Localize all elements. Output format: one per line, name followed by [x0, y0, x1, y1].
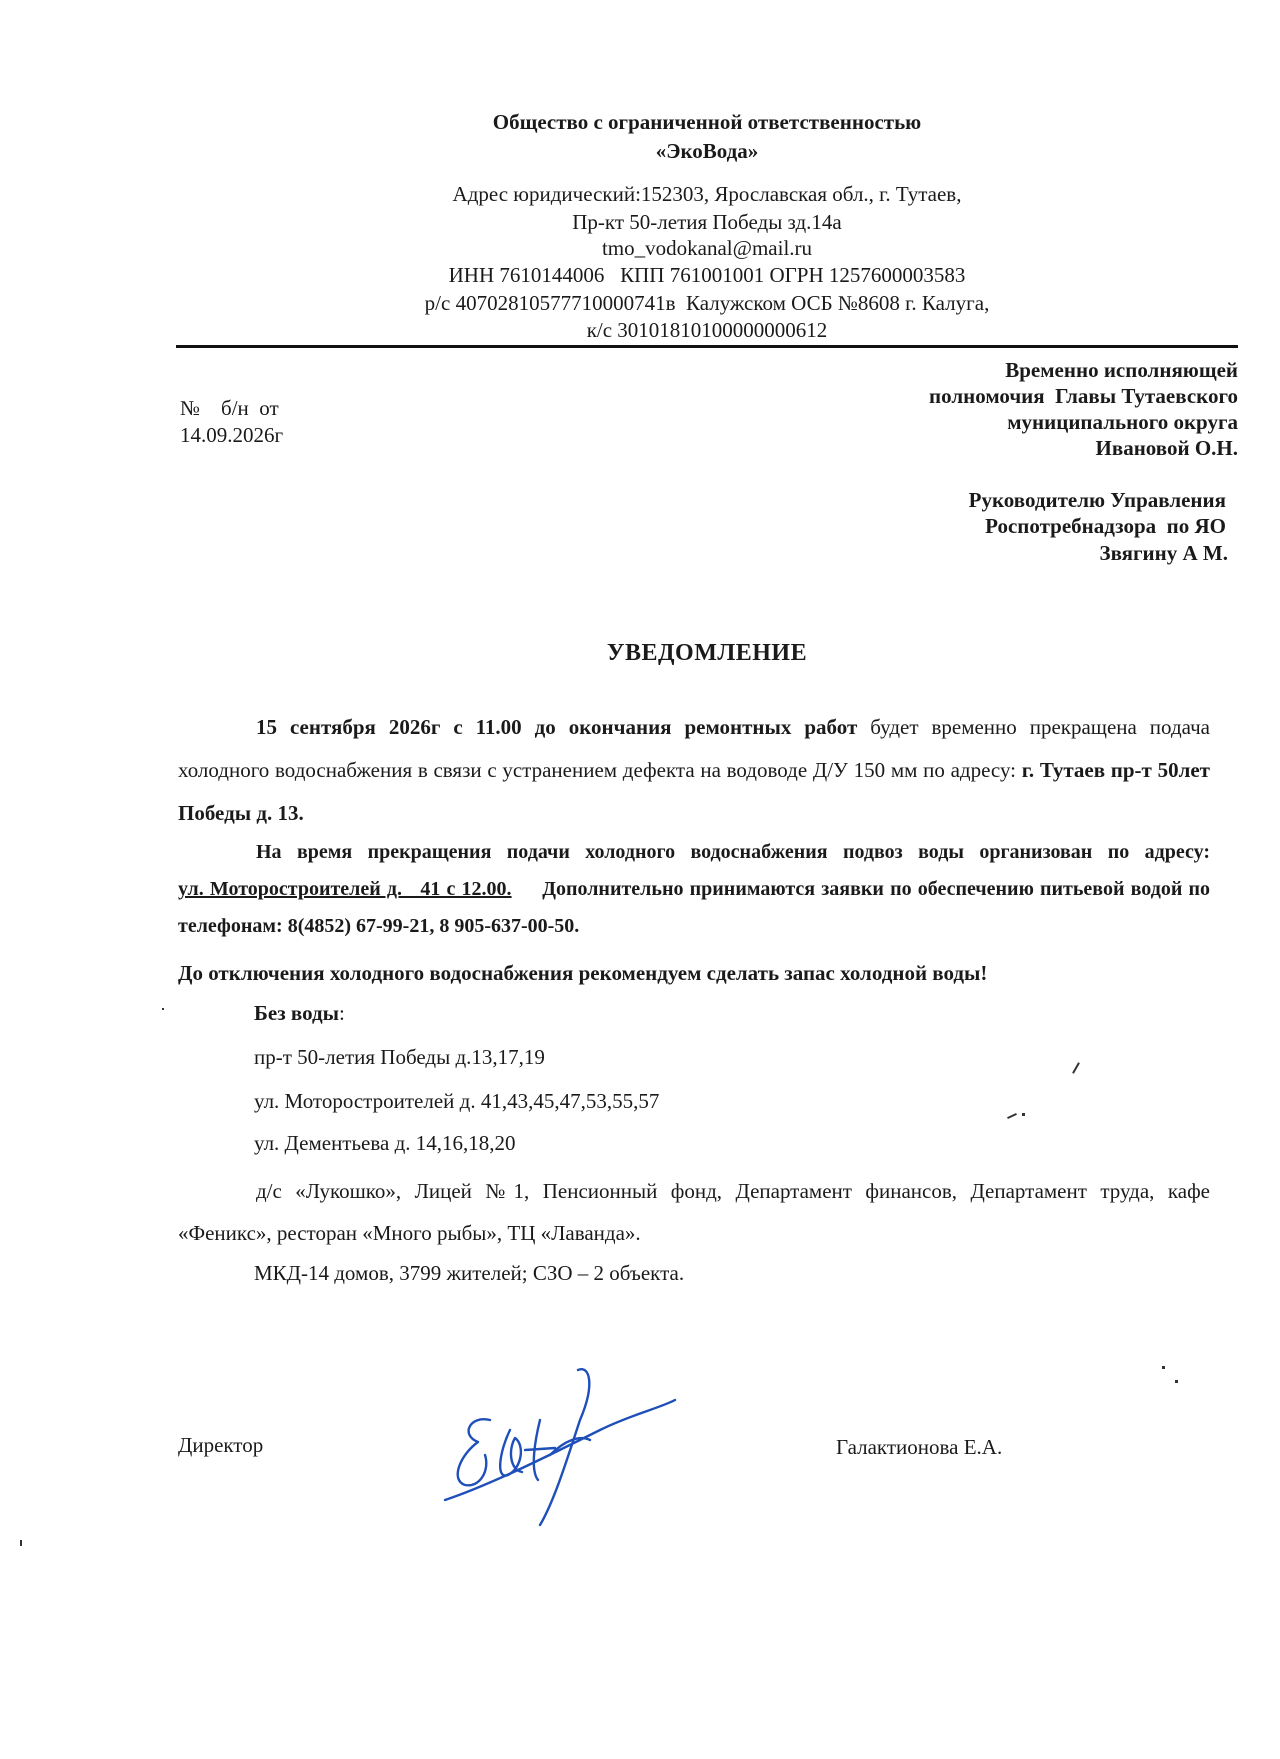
- addressee1-line4: Ивановой О.Н.: [1095, 436, 1238, 460]
- delivery-text: На время прекращения подачи холодного водоснабжения подвоз воды организован по адресу:: [256, 841, 1210, 863]
- without-water-heading: [254, 998, 345, 1028]
- list-item-pobedy: пр-т 50-летия Победы д.13,17,19: [254, 1045, 545, 1069]
- summary-line: МКД-14 домов, 3799 жителей; СЗО – 2 объекта.: [254, 1261, 685, 1285]
- org-brand: «ЭкоВода»: [655, 139, 759, 163]
- scan-speck: [1007, 1113, 1017, 1119]
- org-email: tmo_vodokanal@mail.ru: [601, 236, 813, 260]
- paragraph-recommendation: До отключения холодного водоснабжения рекомендуем сделать запас холодной воды!: [178, 961, 988, 985]
- signature-stroke-1: [458, 1419, 490, 1485]
- list-item-institutions: д/с «Лукошко», Лицей №1, Пенсионный фонд, Департамент финансов, Департамент труда, кафе «Феникс», ресторан «Много рыбы», ТЦ «Лаванда».: [178, 1179, 1210, 1245]
- org-address-line1: Адрес юридический:152303, Ярославская обл., г. Тутаев,: [452, 182, 962, 206]
- without-water-colon: :: [339, 1001, 345, 1025]
- list-item-motorostroiteley: ул. Моторостроителей д. 41,43,45,47,53,55,57: [254, 1089, 660, 1113]
- scan-speck: [162, 1008, 164, 1010]
- outage-period: 15 сентября 2026г с 11.00 до окончания ремонтных работ: [256, 715, 858, 739]
- paragraph-outage: [178, 706, 1210, 835]
- addressee2-line1: Руководителю Управления: [968, 488, 1226, 512]
- signatory-position: Директор: [178, 1433, 264, 1457]
- ref-date: 14.09.2026г: [180, 423, 284, 447]
- list-item-dementieva: ул. Дементьева д. 14,16,18,20: [254, 1131, 516, 1155]
- org-corr-account: к/с 30101810100000000612: [586, 318, 828, 342]
- header-divider: [176, 345, 1238, 348]
- without-water-label: Без воды: [254, 1001, 340, 1025]
- outage-address: г. Тутаев пр-т 50лет Победы д. 13.: [178, 758, 1210, 825]
- scan-speck: [1162, 1366, 1165, 1369]
- outage-text: будет временно прекращена подача холодного водоснабжения в связи с устранением дефекта на водоводе Д/У 150 мм по адресу:: [178, 715, 1210, 782]
- addressee1-line1: Временно исполняющей: [1005, 358, 1238, 382]
- addressee2-line3: Звягину А М.: [1099, 541, 1228, 565]
- document-title: УВЕДОМЛЕНИЕ: [606, 640, 808, 666]
- signature-stroke-3: [525, 1420, 555, 1480]
- scan-speck: [1072, 1062, 1080, 1073]
- addressee1-line2: полномочия Главы Тутаевского: [929, 384, 1238, 408]
- ref-number: № б/н от: [180, 396, 279, 420]
- signature-stroke-5: [445, 1400, 675, 1500]
- org-name: Общество с ограниченной ответственностью: [492, 110, 922, 134]
- signatory-name: Галактионова Е.А.: [836, 1435, 1003, 1459]
- delivery-address: ул. Моторостроителей д. 41 с 12.00.: [178, 878, 512, 900]
- org-ids: ИНН 7610144006 КПП 761001001 ОГРН 1257600003583: [448, 263, 966, 287]
- scan-speck: [1022, 1113, 1025, 1116]
- scan-speck: [1175, 1380, 1178, 1383]
- paragraph-water-delivery: [178, 834, 1215, 945]
- scan-speck: [20, 1540, 22, 1546]
- addressee1-line3: муниципального округа: [1007, 410, 1238, 434]
- delivery-phones: Дополнительно принимаются заявки по обеспечению питьевой водой по телефонам: 8(4852) 67-99-21, 8 905-637-00-50.: [178, 878, 1215, 937]
- org-address-line2: Пр-кт 50-летия Победы зд.14а: [572, 210, 842, 234]
- org-account: р/с 40702810577710000741в Калужском ОСБ №8608 г. Калуга,: [424, 291, 990, 315]
- handwritten-signature: [430, 1360, 690, 1530]
- addressee2-line2: Роспотребнадзора по ЯО: [985, 514, 1226, 538]
